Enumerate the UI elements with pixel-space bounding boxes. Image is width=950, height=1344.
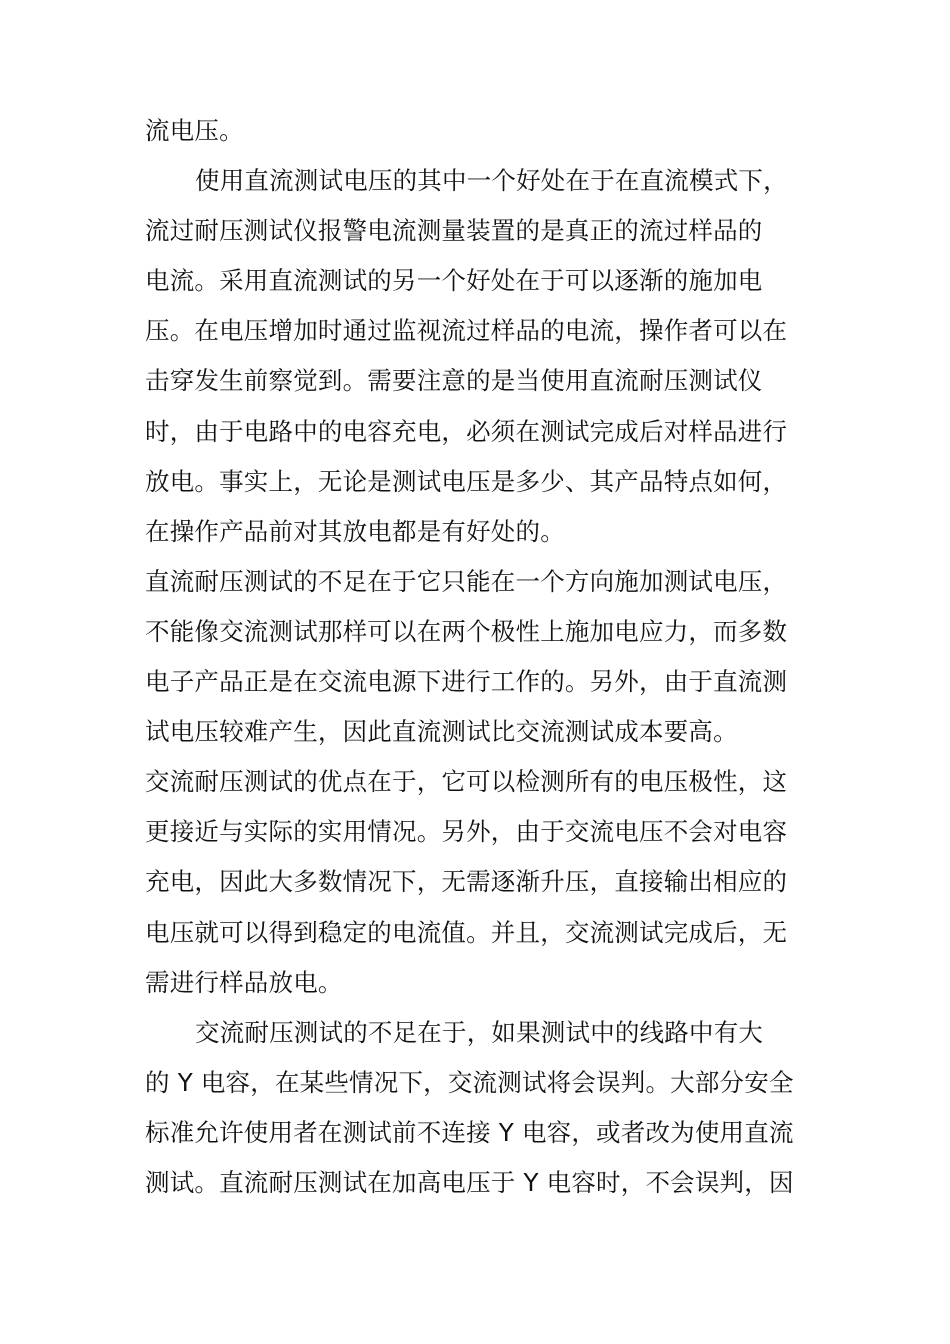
text-line: 时，由于电路中的电容充电，必须在测试完成后对样品进行 (145, 416, 788, 446)
text-line: 更接近与实际的实用情况。另外，由于交流电压不会对电容 (145, 817, 788, 847)
text-line: 压。在电压增加时通过监视流过样品的电流，操作者可以在 (145, 316, 788, 346)
text-line: 直流耐压测试的不足在于它只能在一个方向施加测试电压， (145, 566, 788, 596)
text-line: 的 Y 电容，在某些情况下，交流测试将会误判。大部分安全 (145, 1067, 794, 1097)
text-line: 流电压。 (145, 116, 244, 145)
text-line: 在操作产品前对其放电都是有好处的。 (145, 516, 565, 546)
text-line: 使用直流测试电压的其中一个好处在于在直流模式下， (195, 166, 788, 196)
text-line: 试电压较难产生，因此直流测试比交流测试成本要高。 (145, 717, 738, 747)
text-line: 放电。事实上，无论是测试电压是多少、其产品特点如何， (145, 466, 788, 496)
text-line: 交流耐压测试的优点在于，它可以检测所有的电压极性，这 (145, 767, 788, 797)
text-line: 击穿发生前察觉到。需要注意的是当使用直流耐压测试仪 (145, 366, 763, 396)
text-line: 电子产品正是在交流电源下进行工作的。另外，由于直流测 (145, 667, 788, 697)
text-line: 需进行样品放电。 (145, 967, 343, 997)
text-line: 充电，因此大多数情况下，无需逐渐升压，直接输出相应的 (145, 867, 788, 897)
text-line: 测试。直流耐压测试在加高电压于 Y 电容时，不会误判，因 (145, 1167, 794, 1197)
text-line: 电压就可以得到稳定的电流值。并且，交流测试完成后，无 (145, 917, 788, 947)
text-line: 标准允许使用者在测试前不连接 Y 电容，或者改为使用直流 (145, 1117, 794, 1147)
text-line: 电流。采用直流测试的另一个好处在于可以逐渐的施加电 (145, 266, 763, 296)
text-line: 交流耐压测试的不足在于，如果测试中的线路中有大 (195, 1017, 764, 1047)
text-line: 不能像交流测试那样可以在两个极性上施加电应力，而多数 (145, 616, 788, 646)
body-text (145, 106, 845, 1208)
text-line: 流过耐压测试仪报警电流测量装置的是真正的流过样品的 (145, 216, 763, 246)
